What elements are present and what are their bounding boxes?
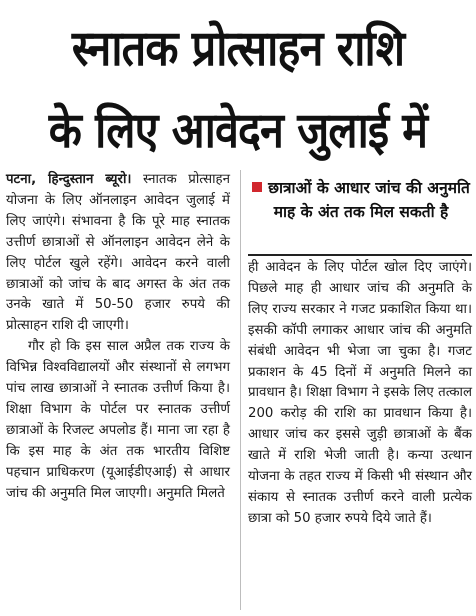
paragraph-1-text: स्नातक प्रोत्साहन योजना के लिए ऑनलाइन आवेदन जुलाई में लिए जाएंगे। संभावना है कि पूरे माह स्नातक उत्तीर्ण छात्राओं से ऑनलाइन आवेदन लेने के लिए पोर्टल खुले रहेंगे। आवेदन करने वाली छात्राओं को जांच के बाद अगस्त के अंत तक उनके खाते में 50-50 हजार रुपये की प्रोत्साहन राशि दी जाएगी। xyxy=(6,172,230,334)
dateline: पटना, हिन्दुस्तान ब्यूरो। xyxy=(6,172,132,187)
article-column-left xyxy=(6,170,230,505)
headline-line-2: के लिए आवेदन जुलाई में xyxy=(48,102,428,159)
pull-quote xyxy=(252,176,470,224)
pull-quote-rule xyxy=(248,254,472,256)
article-paragraph-2: गौर हो कि इस साल अप्रैल तक राज्य के विभिन्न विश्वविद्यालयों और संस्थानों से लगभग पांच लाख छात्राओं ने स्नातक उत्तीर्ण किया है। शिक्षा विभाग के पोर्टल पर स्नातक उत्तीर्ण छात्राओं के रिजल्ट अपलोड हैं। माना जा रहा है कि इस माह के अंत तक भारतीय विशिष्ट पहचान प्राधिकरण (यूआईडीएआई) से आधार जांच की अनुमति मिल जाएगी। अनुमति मिलते xyxy=(6,339,230,501)
column-divider xyxy=(240,170,241,610)
square-bullet-icon xyxy=(252,182,262,192)
article-column-right xyxy=(248,258,472,530)
headline-line-1: स्नातक प्रोत्साहन राशि xyxy=(71,20,405,77)
pull-quote-text: छात्राओं के आधार जांच की अनुमति माह के अंत तक मिल सकती है xyxy=(268,179,470,221)
article-paragraph-1 xyxy=(6,170,230,337)
article-paragraph-3: ही आवेदन के लिए पोर्टल खोल दिए जाएंगे। पिछले माह ही आधार जांच की अनुमति के लिए राज्य सरकार ने गजट प्रकाशित किया था। इसकी कॉपी लगाकर आधार जांच की अनुमति संबंधी आवेदन भी भेजा जा चुका है। गजट प्रकाशन के 45 दिनों में अनुमति मिलने का प्रावधान है। शिक्षा विभाग ने इसके लिए तत्काल 200 करोड़ की राशि का प्रावधान किया है। आधार जांच कर इससे जुड़ी छात्राओं के बैंक खाते में राशि भेजी जाती है। कन्या उत्थान योजना के तहत राज्य में किसी भी संस्थान और संकाय से स्नातक उत्तीर्ण करने वाली प्रत्येक छात्रा को 50 हजार रुपये दिये जाते हैं। xyxy=(248,260,472,526)
